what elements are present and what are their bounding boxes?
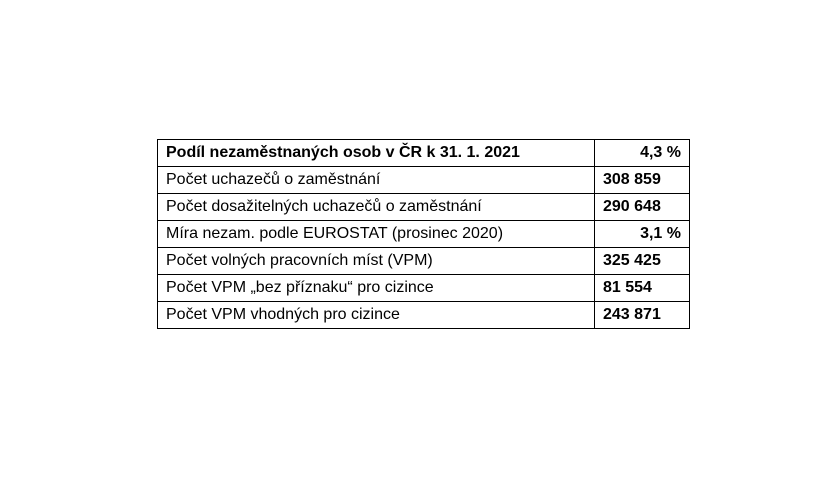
row-value: 4,3 % [595, 140, 690, 167]
row-label: Počet VPM vhodných pro cizince [158, 302, 595, 329]
table-row [158, 302, 690, 329]
row-label: Počet VPM „bez příznaku“ pro cizince [158, 275, 595, 302]
table-row [158, 194, 690, 221]
unemployment-stats-table [157, 139, 690, 329]
table-row [158, 221, 690, 248]
row-value: 3,1 % [595, 221, 690, 248]
row-label: Počet volných pracovních míst (VPM) [158, 248, 595, 275]
table-row [158, 140, 690, 167]
row-value: 325 425 [595, 248, 690, 275]
row-label: Počet uchazečů o zaměstnání [158, 167, 595, 194]
row-value: 81 554 [595, 275, 690, 302]
table-row [158, 275, 690, 302]
row-value: 290 648 [595, 194, 690, 221]
row-value: 308 859 [595, 167, 690, 194]
row-label: Podíl nezaměstnaných osob v ČR k 31. 1. 2021 [158, 140, 595, 167]
table-row [158, 167, 690, 194]
row-label: Míra nezam. podle EUROSTAT (prosinec 2020) [158, 221, 595, 248]
row-label: Počet dosažitelných uchazečů o zaměstnání [158, 194, 595, 221]
table-row [158, 248, 690, 275]
row-value: 243 871 [595, 302, 690, 329]
